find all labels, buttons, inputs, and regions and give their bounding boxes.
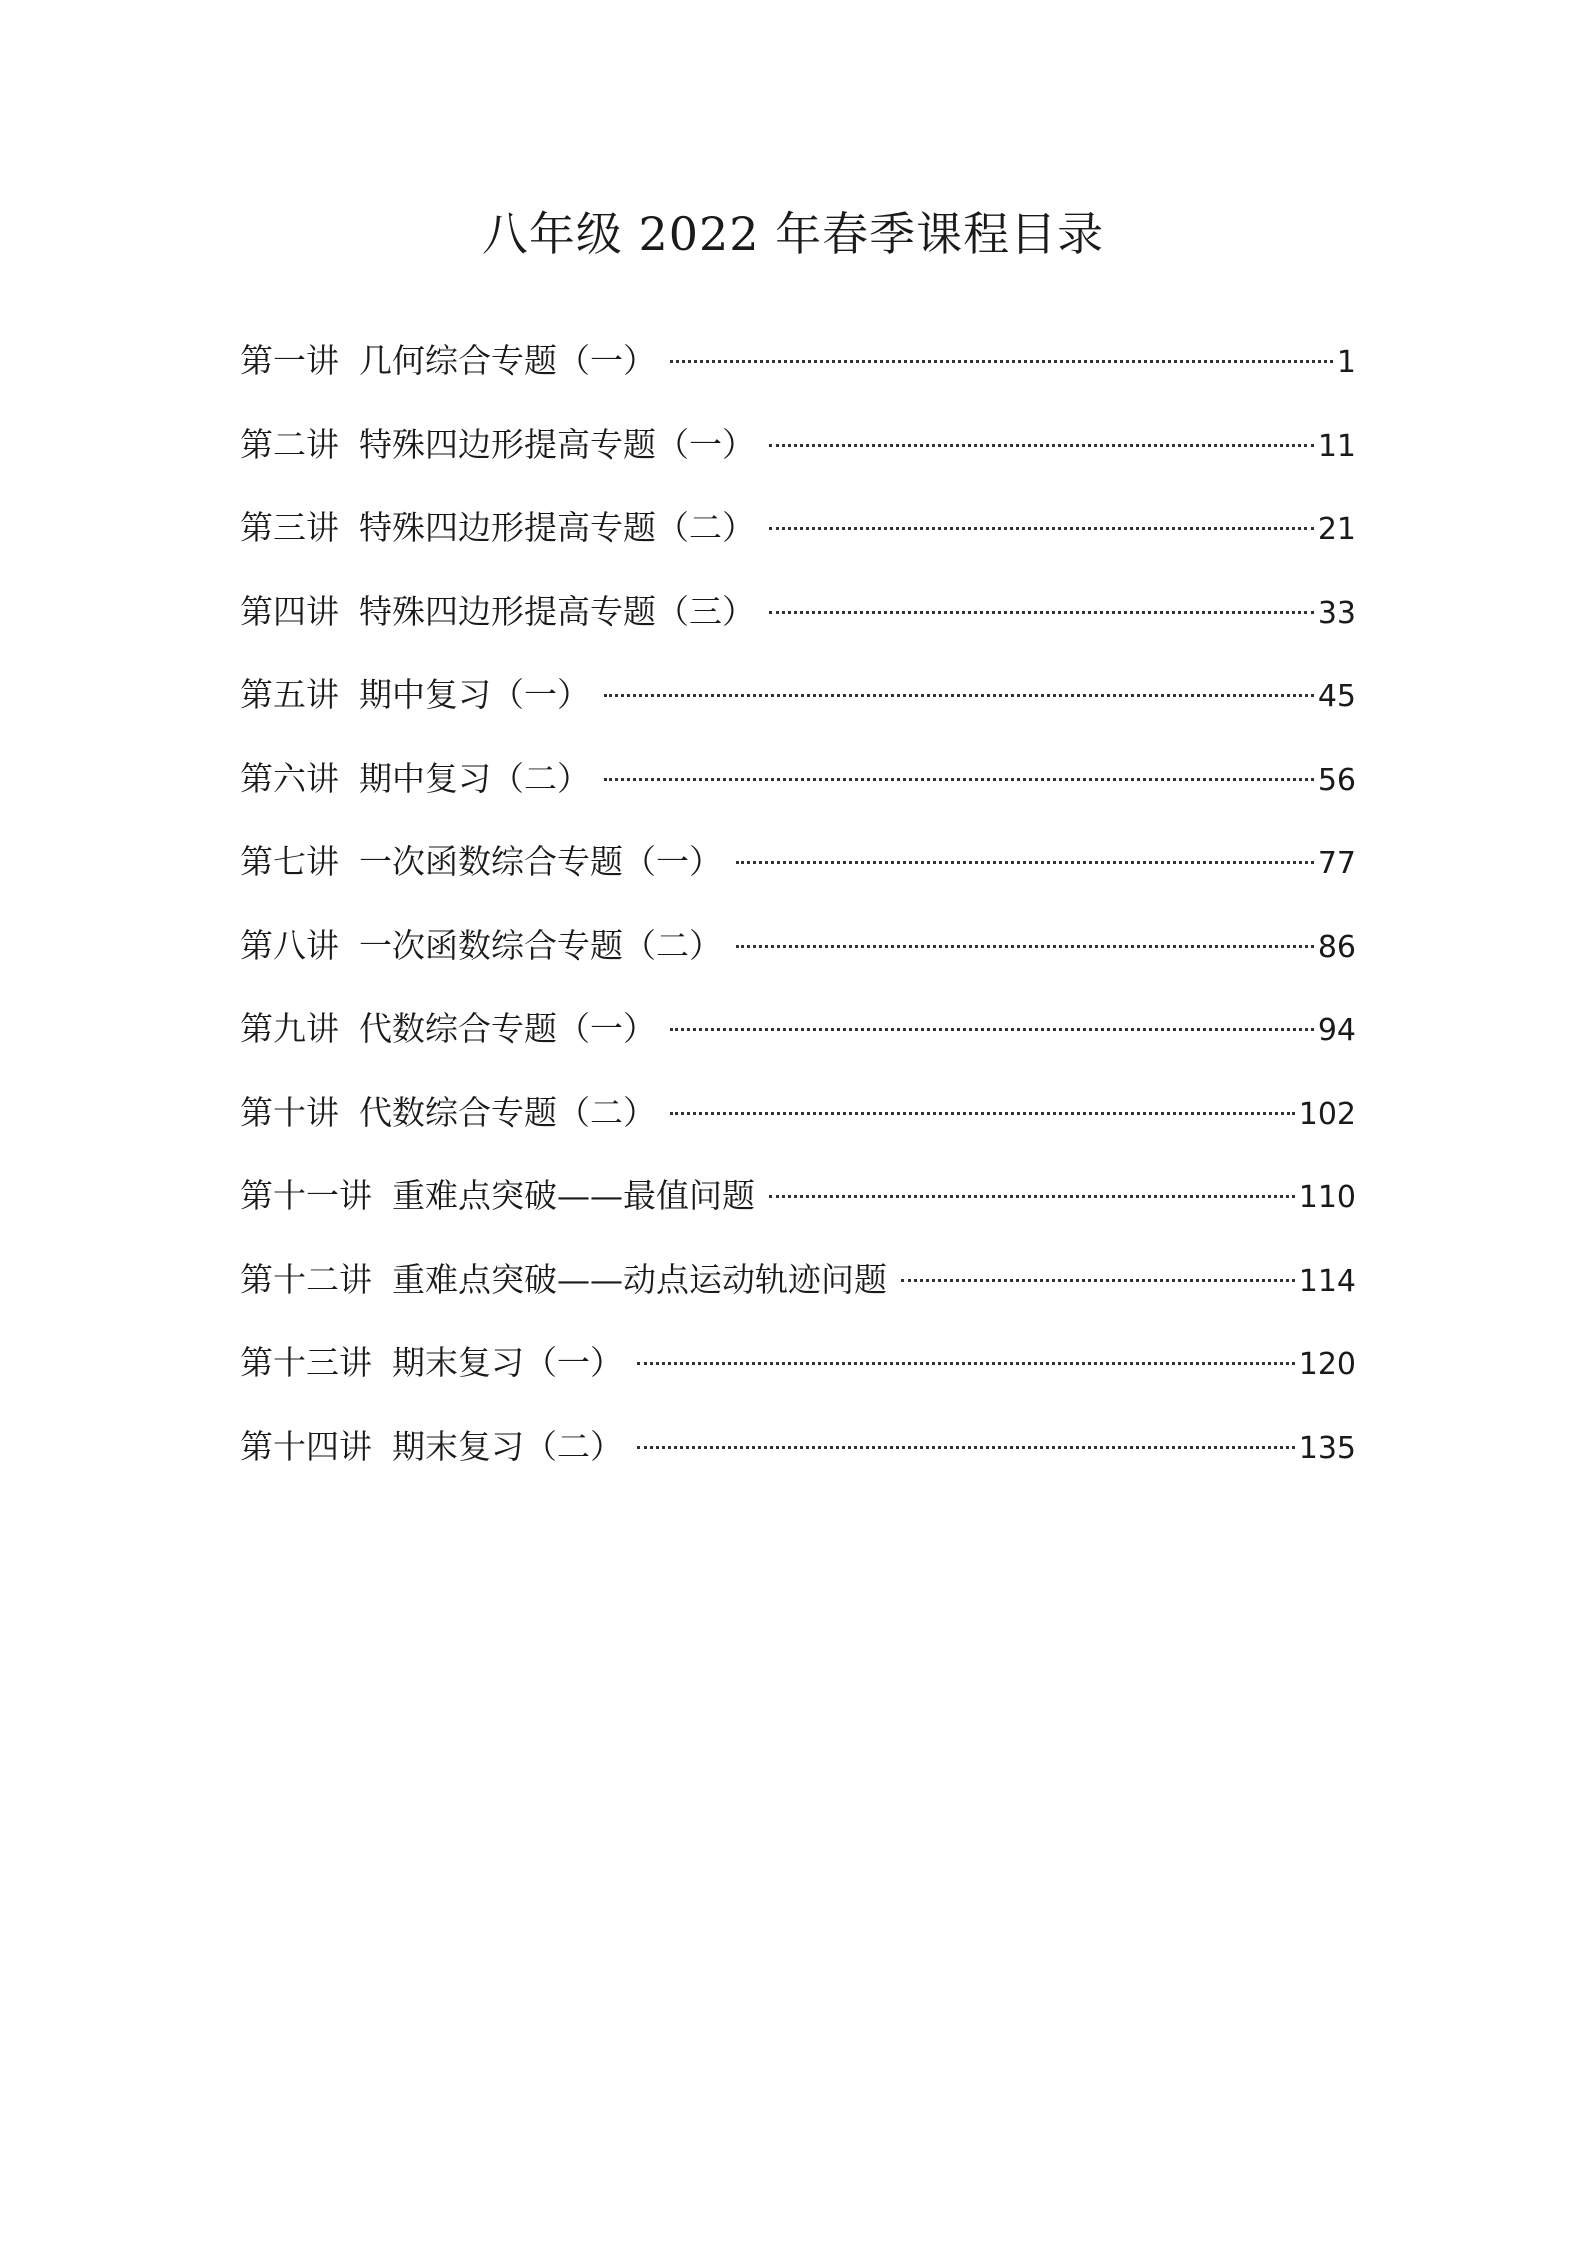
toc-entry-1[interactable] [240, 333, 1356, 417]
toc-page-number: 33 [1317, 595, 1356, 631]
toc-lecture-number: 第六讲 [240, 758, 339, 798]
toc-lecture-number: 第十三讲 [240, 1343, 372, 1382]
toc-lecture-title: 期中复习（一） [359, 675, 590, 714]
toc-lecture-title: 特殊四边形提高专题（二） [359, 508, 755, 547]
toc-lecture-title: 期中复习（二） [359, 758, 590, 798]
dot-leader [736, 861, 1314, 864]
toc-entry-8[interactable] [240, 918, 1356, 1002]
toc-page-number: 94 [1317, 1013, 1356, 1048]
toc-page-number: 77 [1317, 846, 1356, 881]
toc-entry-2[interactable] [240, 417, 1356, 501]
dot-leader [637, 1446, 1295, 1449]
toc-entry-5[interactable] [240, 667, 1356, 751]
toc-page-number: 120 [1298, 1347, 1356, 1382]
toc-lecture-title: 一次函数综合专题（一） [359, 842, 722, 881]
dot-leader [769, 444, 1314, 447]
toc-lecture-number: 第三讲 [240, 508, 339, 547]
toc-page-number: 1 [1336, 345, 1356, 380]
toc-entry-14[interactable] [240, 1419, 1356, 1503]
dot-leader [769, 1195, 1295, 1198]
toc-lecture-number: 第四讲 [240, 591, 339, 631]
dot-leader [670, 1028, 1314, 1031]
toc-page-number: 11 [1317, 428, 1356, 464]
dot-leader [736, 945, 1314, 948]
toc-entry-3[interactable] [240, 500, 1356, 584]
toc-lecture-number: 第五讲 [240, 675, 339, 714]
toc-lecture-number: 第二讲 [240, 424, 339, 464]
toc-page-number: 86 [1317, 929, 1356, 965]
toc-entry-7[interactable] [240, 834, 1356, 918]
toc-lecture-title: 代数综合专题（一） [359, 1009, 656, 1048]
toc-lecture-number: 第十一讲 [240, 1176, 372, 1215]
dot-leader [901, 1279, 1295, 1282]
toc-entry-9[interactable] [240, 1001, 1356, 1085]
page-title: 八年级 2022 年春季课程目录 [481, 207, 1105, 261]
toc-page-number: 56 [1317, 762, 1356, 798]
toc-entry-10[interactable] [240, 1085, 1356, 1169]
toc-lecture-number: 第八讲 [240, 925, 339, 965]
table-of-contents [240, 333, 1356, 1502]
toc-lecture-title: 几何综合专题（一） [359, 341, 656, 380]
dot-leader [769, 611, 1314, 614]
toc-lecture-number: 第七讲 [240, 842, 339, 881]
toc-lecture-number: 第十四讲 [240, 1426, 372, 1466]
toc-entry-6[interactable] [240, 751, 1356, 835]
toc-lecture-title: 特殊四边形提高专题（三） [359, 591, 755, 631]
toc-lecture-number: 第一讲 [240, 341, 339, 380]
toc-lecture-number: 第十二讲 [240, 1259, 372, 1299]
toc-page-number: 45 [1317, 679, 1356, 714]
toc-lecture-title: 期末复习（一） [392, 1343, 623, 1382]
toc-lecture-title: 特殊四边形提高专题（一） [359, 424, 755, 464]
toc-entry-11[interactable] [240, 1168, 1356, 1252]
toc-lecture-title: 期末复习（二） [392, 1426, 623, 1466]
dot-leader [637, 1362, 1295, 1365]
toc-lecture-title: 代数综合专题（二） [359, 1092, 656, 1132]
dot-leader [604, 694, 1314, 697]
toc-lecture-title: 重难点突破——最值问题 [392, 1176, 755, 1215]
toc-page-number: 114 [1298, 1263, 1356, 1299]
toc-page-number: 135 [1298, 1430, 1356, 1466]
dot-leader [769, 527, 1314, 530]
toc-lecture-title: 重难点突破——动点运动轨迹问题 [392, 1259, 887, 1299]
toc-page-number: 21 [1317, 512, 1356, 547]
toc-entry-13[interactable] [240, 1335, 1356, 1419]
toc-entry-12[interactable] [240, 1252, 1356, 1336]
toc-lecture-number: 第九讲 [240, 1009, 339, 1048]
toc-lecture-number: 第十讲 [240, 1092, 339, 1132]
toc-page-number: 102 [1298, 1096, 1356, 1132]
toc-lecture-title: 一次函数综合专题（二） [359, 925, 722, 965]
toc-entry-4[interactable] [240, 584, 1356, 668]
dot-leader [670, 1112, 1295, 1115]
dot-leader [670, 360, 1333, 363]
dot-leader [604, 778, 1314, 781]
toc-page-number: 110 [1298, 1180, 1356, 1215]
